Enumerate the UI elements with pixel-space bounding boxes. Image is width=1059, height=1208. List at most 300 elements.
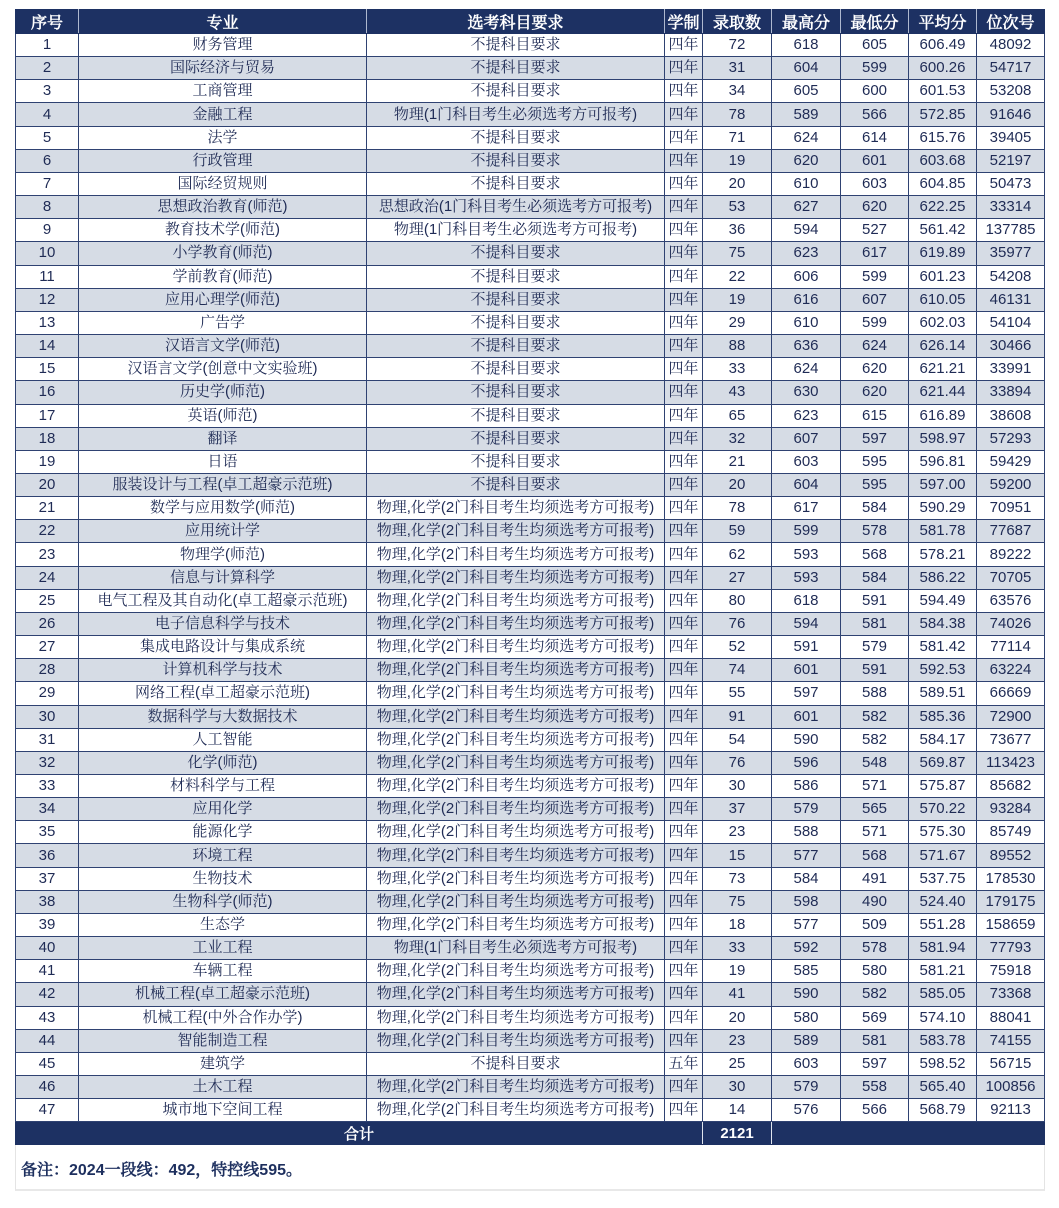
cell-seq: 31 xyxy=(16,728,79,751)
cell-seq: 27 xyxy=(16,636,79,659)
cell-avg-score: 583.78 xyxy=(909,1029,977,1052)
cell-duration: 四年 xyxy=(665,219,703,242)
cell-rank: 33894 xyxy=(977,381,1045,404)
cell-major: 国际经贸规则 xyxy=(79,172,367,195)
table-row xyxy=(16,612,1045,635)
cell-max-score: 584 xyxy=(772,867,841,890)
cell-max-score: 618 xyxy=(772,34,841,57)
table-row xyxy=(16,242,1045,265)
cell-avg-score: 565.40 xyxy=(909,1076,977,1099)
cell-rank: 88041 xyxy=(977,1006,1045,1029)
table-row xyxy=(16,983,1045,1006)
cell-min-score: 581 xyxy=(841,612,909,635)
cell-min-score: 603 xyxy=(841,172,909,195)
cell-max-score: 586 xyxy=(772,775,841,798)
cell-avg-score: 621.21 xyxy=(909,358,977,381)
cell-avg-score: 606.49 xyxy=(909,34,977,57)
cell-admitted: 15 xyxy=(703,844,772,867)
cell-rank: 38608 xyxy=(977,404,1045,427)
cell-avg-score: 592.53 xyxy=(909,659,977,682)
table-row xyxy=(16,103,1045,126)
header-duration: 学制 xyxy=(665,10,703,34)
cell-min-score: 597 xyxy=(841,1052,909,1075)
table-row xyxy=(16,404,1045,427)
cell-admitted: 71 xyxy=(703,126,772,149)
cell-min-score: 597 xyxy=(841,427,909,450)
table-row xyxy=(16,196,1045,219)
cell-seq: 30 xyxy=(16,705,79,728)
cell-duration: 四年 xyxy=(665,450,703,473)
cell-duration: 四年 xyxy=(665,34,703,57)
cell-admitted: 78 xyxy=(703,103,772,126)
cell-admitted: 88 xyxy=(703,335,772,358)
cell-duration: 四年 xyxy=(665,983,703,1006)
cell-major: 历史学(师范) xyxy=(79,381,367,404)
cell-duration: 四年 xyxy=(665,242,703,265)
cell-avg-score: 598.97 xyxy=(909,427,977,450)
cell-duration: 四年 xyxy=(665,126,703,149)
cell-major: 计算机科学与技术 xyxy=(79,659,367,682)
cell-seq: 17 xyxy=(16,404,79,427)
cell-duration: 四年 xyxy=(665,867,703,890)
cell-max-score: 627 xyxy=(772,196,841,219)
cell-subject-requirement: 不提科目要求 xyxy=(367,1052,665,1075)
cell-seq: 24 xyxy=(16,566,79,589)
table-row xyxy=(16,473,1045,496)
cell-subject-requirement: 物理,化学(2门科目考生均须选考方可报考) xyxy=(367,589,665,612)
cell-avg-score: 590.29 xyxy=(909,497,977,520)
cell-major: 汉语言文学(师范) xyxy=(79,335,367,358)
cell-rank: 73677 xyxy=(977,728,1045,751)
cell-duration: 四年 xyxy=(665,890,703,913)
cell-seq: 46 xyxy=(16,1076,79,1099)
cell-max-score: 585 xyxy=(772,960,841,983)
cell-major: 教育技术学(师范) xyxy=(79,219,367,242)
cell-duration: 四年 xyxy=(665,636,703,659)
cell-max-score: 601 xyxy=(772,705,841,728)
cell-avg-score: 601.23 xyxy=(909,265,977,288)
cell-min-score: 490 xyxy=(841,890,909,913)
cell-rank: 91646 xyxy=(977,103,1045,126)
cell-admitted: 31 xyxy=(703,57,772,80)
cell-rank: 46131 xyxy=(977,288,1045,311)
table-row xyxy=(16,543,1045,566)
cell-max-score: 577 xyxy=(772,844,841,867)
cell-duration: 四年 xyxy=(665,265,703,288)
cell-min-score: 566 xyxy=(841,103,909,126)
cell-min-score: 581 xyxy=(841,1029,909,1052)
cell-major: 日语 xyxy=(79,450,367,473)
cell-duration: 四年 xyxy=(665,589,703,612)
cell-avg-score: 569.87 xyxy=(909,751,977,774)
cell-rank: 74026 xyxy=(977,612,1045,635)
cell-duration: 四年 xyxy=(665,172,703,195)
cell-seq: 2 xyxy=(16,57,79,80)
cell-seq: 13 xyxy=(16,311,79,334)
table-row xyxy=(16,288,1045,311)
cell-max-score: 610 xyxy=(772,172,841,195)
table-row xyxy=(16,913,1045,936)
cell-max-score: 577 xyxy=(772,913,841,936)
cell-duration: 四年 xyxy=(665,682,703,705)
cell-major: 学前教育(师范) xyxy=(79,265,367,288)
cell-max-score: 623 xyxy=(772,404,841,427)
cell-avg-score: 586.22 xyxy=(909,566,977,589)
cell-major: 国际经济与贸易 xyxy=(79,57,367,80)
table-row xyxy=(16,450,1045,473)
cell-min-score: 558 xyxy=(841,1076,909,1099)
cell-max-score: 618 xyxy=(772,589,841,612)
cell-subject-requirement: 物理,化学(2门科目考生均须选考方可报考) xyxy=(367,520,665,543)
cell-admitted: 30 xyxy=(703,1076,772,1099)
cell-admitted: 80 xyxy=(703,589,772,612)
cell-seq: 9 xyxy=(16,219,79,242)
cell-duration: 四年 xyxy=(665,821,703,844)
table-row xyxy=(16,80,1045,103)
cell-duration: 四年 xyxy=(665,381,703,404)
cell-min-score: 591 xyxy=(841,589,909,612)
admission-table-container xyxy=(15,9,1044,1145)
table-row xyxy=(16,566,1045,589)
table-row xyxy=(16,1076,1045,1099)
cell-avg-score: 571.67 xyxy=(909,844,977,867)
cell-admitted: 32 xyxy=(703,427,772,450)
cell-min-score: 571 xyxy=(841,775,909,798)
cell-rank: 33314 xyxy=(977,196,1045,219)
cell-major: 电子信息科学与技术 xyxy=(79,612,367,635)
cell-subject-requirement: 物理(1门科目考生必须选考方可报考) xyxy=(367,219,665,242)
cell-min-score: 582 xyxy=(841,728,909,751)
cell-subject-requirement: 物理,化学(2门科目考生均须选考方可报考) xyxy=(367,543,665,566)
cell-min-score: 599 xyxy=(841,265,909,288)
cell-min-score: 615 xyxy=(841,404,909,427)
cell-major: 材料科学与工程 xyxy=(79,775,367,798)
cell-subject-requirement: 物理,化学(2门科目考生均须选考方可报考) xyxy=(367,1099,665,1122)
cell-min-score: 595 xyxy=(841,450,909,473)
cell-avg-score: 561.42 xyxy=(909,219,977,242)
cell-avg-score: 581.42 xyxy=(909,636,977,659)
cell-min-score: 527 xyxy=(841,219,909,242)
cell-major: 广告学 xyxy=(79,311,367,334)
cell-duration: 四年 xyxy=(665,473,703,496)
cell-subject-requirement: 不提科目要求 xyxy=(367,427,665,450)
cell-admitted: 33 xyxy=(703,358,772,381)
cell-max-score: 593 xyxy=(772,543,841,566)
cell-subject-requirement: 物理,化学(2门科目考生均须选考方可报考) xyxy=(367,1006,665,1029)
cell-duration: 四年 xyxy=(665,659,703,682)
cell-major: 智能制造工程 xyxy=(79,1029,367,1052)
cell-subject-requirement: 物理,化学(2门科目考生均须选考方可报考) xyxy=(367,682,665,705)
cell-admitted: 37 xyxy=(703,798,772,821)
cell-admitted: 59 xyxy=(703,520,772,543)
cell-rank: 59200 xyxy=(977,473,1045,496)
cell-rank: 73368 xyxy=(977,983,1045,1006)
cell-duration: 四年 xyxy=(665,497,703,520)
cell-duration: 四年 xyxy=(665,913,703,936)
cell-avg-score: 574.10 xyxy=(909,1006,977,1029)
cell-rank: 92113 xyxy=(977,1099,1045,1122)
cell-major: 电气工程及其自动化(卓工超豪示范班) xyxy=(79,589,367,612)
cell-subject-requirement: 物理,化学(2门科目考生均须选考方可报考) xyxy=(367,775,665,798)
cell-max-score: 599 xyxy=(772,520,841,543)
cell-subject-requirement: 思想政治(1门科目考生必须选考方可报考) xyxy=(367,196,665,219)
cell-admitted: 22 xyxy=(703,265,772,288)
cell-subject-requirement: 不提科目要求 xyxy=(367,335,665,358)
cell-rank: 66669 xyxy=(977,682,1045,705)
cell-avg-score: 610.05 xyxy=(909,288,977,311)
cell-admitted: 20 xyxy=(703,1006,772,1029)
cell-min-score: 566 xyxy=(841,1099,909,1122)
cell-seq: 19 xyxy=(16,450,79,473)
cell-rank: 35977 xyxy=(977,242,1045,265)
cell-subject-requirement: 物理,化学(2门科目考生均须选考方可报考) xyxy=(367,821,665,844)
cell-rank: 89552 xyxy=(977,844,1045,867)
cell-major: 数学与应用数学(师范) xyxy=(79,497,367,520)
cell-min-score: 591 xyxy=(841,659,909,682)
cell-avg-score: 568.79 xyxy=(909,1099,977,1122)
cell-max-score: 610 xyxy=(772,311,841,334)
cell-min-score: 580 xyxy=(841,960,909,983)
cell-avg-score: 584.17 xyxy=(909,728,977,751)
cell-duration: 四年 xyxy=(665,404,703,427)
cell-avg-score: 575.87 xyxy=(909,775,977,798)
cell-min-score: 565 xyxy=(841,798,909,821)
cell-max-score: 597 xyxy=(772,682,841,705)
cell-avg-score: 572.85 xyxy=(909,103,977,126)
admission-table xyxy=(15,9,1045,1145)
cell-major: 信息与计算科学 xyxy=(79,566,367,589)
cell-rank: 30466 xyxy=(977,335,1045,358)
header-min-score: 最低分 xyxy=(841,10,909,34)
cell-max-score: 605 xyxy=(772,80,841,103)
cell-avg-score: 626.14 xyxy=(909,335,977,358)
cell-min-score: 491 xyxy=(841,867,909,890)
cell-min-score: 620 xyxy=(841,381,909,404)
cell-duration: 四年 xyxy=(665,937,703,960)
cell-major: 人工智能 xyxy=(79,728,367,751)
table-row xyxy=(16,775,1045,798)
cell-seq: 22 xyxy=(16,520,79,543)
cell-admitted: 25 xyxy=(703,1052,772,1075)
cell-max-score: 604 xyxy=(772,473,841,496)
table-body xyxy=(16,34,1045,1122)
cell-rank: 56715 xyxy=(977,1052,1045,1075)
cell-major: 物理学(师范) xyxy=(79,543,367,566)
table-row xyxy=(16,960,1045,983)
cell-subject-requirement: 不提科目要求 xyxy=(367,80,665,103)
cell-admitted: 36 xyxy=(703,219,772,242)
cell-min-score: 599 xyxy=(841,311,909,334)
cell-min-score: 607 xyxy=(841,288,909,311)
table-row xyxy=(16,798,1045,821)
cell-seq: 8 xyxy=(16,196,79,219)
cell-max-score: 603 xyxy=(772,450,841,473)
cell-max-score: 636 xyxy=(772,335,841,358)
cell-max-score: 630 xyxy=(772,381,841,404)
cell-seq: 4 xyxy=(16,103,79,126)
cell-duration: 四年 xyxy=(665,1006,703,1029)
cell-avg-score: 621.44 xyxy=(909,381,977,404)
cell-seq: 36 xyxy=(16,844,79,867)
table-row xyxy=(16,1006,1045,1029)
cell-min-score: 601 xyxy=(841,149,909,172)
cell-major: 生物科学(师范) xyxy=(79,890,367,913)
cell-subject-requirement: 物理,化学(2门科目考生均须选考方可报考) xyxy=(367,705,665,728)
cell-admitted: 30 xyxy=(703,775,772,798)
cell-min-score: 584 xyxy=(841,566,909,589)
cell-min-score: 600 xyxy=(841,80,909,103)
cell-major: 小学教育(师范) xyxy=(79,242,367,265)
cell-admitted: 19 xyxy=(703,149,772,172)
cell-seq: 26 xyxy=(16,612,79,635)
header-seq: 序号 xyxy=(16,10,79,34)
cell-avg-score: 585.05 xyxy=(909,983,977,1006)
table-row xyxy=(16,497,1045,520)
cell-major: 财务管理 xyxy=(79,34,367,57)
cell-min-score: 614 xyxy=(841,126,909,149)
cell-subject-requirement: 不提科目要求 xyxy=(367,288,665,311)
cell-subject-requirement: 物理,化学(2门科目考生均须选考方可报考) xyxy=(367,566,665,589)
total-label: 合计 xyxy=(16,1122,703,1145)
cell-duration: 四年 xyxy=(665,705,703,728)
cell-seq: 44 xyxy=(16,1029,79,1052)
cell-seq: 16 xyxy=(16,381,79,404)
cell-major: 数据科学与大数据技术 xyxy=(79,705,367,728)
cell-subject-requirement: 物理,化学(2门科目考生均须选考方可报考) xyxy=(367,1076,665,1099)
cell-admitted: 52 xyxy=(703,636,772,659)
cell-rank: 63576 xyxy=(977,589,1045,612)
table-row xyxy=(16,219,1045,242)
cell-avg-score: 581.94 xyxy=(909,937,977,960)
table-row xyxy=(16,34,1045,57)
cell-duration: 四年 xyxy=(665,775,703,798)
cell-max-score: 589 xyxy=(772,1029,841,1052)
cell-avg-score: 524.40 xyxy=(909,890,977,913)
cell-max-score: 588 xyxy=(772,821,841,844)
cell-seq: 21 xyxy=(16,497,79,520)
cell-major: 工业工程 xyxy=(79,937,367,960)
cell-admitted: 23 xyxy=(703,1029,772,1052)
cell-seq: 1 xyxy=(16,34,79,57)
total-row xyxy=(16,1122,1045,1145)
cell-min-score: 578 xyxy=(841,520,909,543)
cell-major: 能源化学 xyxy=(79,821,367,844)
cell-subject-requirement: 不提科目要求 xyxy=(367,450,665,473)
cell-major: 建筑学 xyxy=(79,1052,367,1075)
cell-avg-score: 597.00 xyxy=(909,473,977,496)
cell-seq: 25 xyxy=(16,589,79,612)
cell-max-score: 617 xyxy=(772,497,841,520)
table-row xyxy=(16,126,1045,149)
cell-subject-requirement: 不提科目要求 xyxy=(367,473,665,496)
cell-subject-requirement: 不提科目要求 xyxy=(367,57,665,80)
cell-min-score: 595 xyxy=(841,473,909,496)
cell-admitted: 34 xyxy=(703,80,772,103)
cell-duration: 四年 xyxy=(665,149,703,172)
cell-avg-score: 598.52 xyxy=(909,1052,977,1075)
cell-seq: 42 xyxy=(16,983,79,1006)
cell-major: 车辆工程 xyxy=(79,960,367,983)
total-admitted: 2121 xyxy=(703,1122,772,1145)
cell-rank: 77687 xyxy=(977,520,1045,543)
cell-subject-requirement: 物理,化学(2门科目考生均须选考方可报考) xyxy=(367,497,665,520)
cell-admitted: 75 xyxy=(703,890,772,913)
cell-avg-score: 602.03 xyxy=(909,311,977,334)
cell-rank: 39405 xyxy=(977,126,1045,149)
cell-max-score: 591 xyxy=(772,636,841,659)
note-box xyxy=(15,1145,1045,1191)
cell-subject-requirement: 物理(1门科目考生必须选考方可报考) xyxy=(367,937,665,960)
table-row xyxy=(16,1029,1045,1052)
cell-subject-requirement: 物理(1门科目考生必须选考方可报考) xyxy=(367,103,665,126)
table-row xyxy=(16,821,1045,844)
table-row xyxy=(16,751,1045,774)
cell-max-score: 589 xyxy=(772,103,841,126)
cell-duration: 四年 xyxy=(665,335,703,358)
cell-avg-score: 581.78 xyxy=(909,520,977,543)
cell-min-score: 582 xyxy=(841,983,909,1006)
cell-subject-requirement: 不提科目要求 xyxy=(367,404,665,427)
cell-subject-requirement: 物理,化学(2门科目考生均须选考方可报考) xyxy=(367,867,665,890)
cell-max-score: 606 xyxy=(772,265,841,288)
cell-max-score: 616 xyxy=(772,288,841,311)
cell-avg-score: 600.26 xyxy=(909,57,977,80)
cell-admitted: 73 xyxy=(703,867,772,890)
cell-major: 行政管理 xyxy=(79,149,367,172)
cell-major: 机械工程(卓工超豪示范班) xyxy=(79,983,367,1006)
cell-admitted: 53 xyxy=(703,196,772,219)
cell-subject-requirement: 不提科目要求 xyxy=(367,311,665,334)
cell-max-score: 603 xyxy=(772,1052,841,1075)
cell-rank: 85682 xyxy=(977,775,1045,798)
cell-major: 工商管理 xyxy=(79,80,367,103)
cell-duration: 四年 xyxy=(665,196,703,219)
cell-max-score: 590 xyxy=(772,728,841,751)
cell-duration: 四年 xyxy=(665,103,703,126)
cell-major: 集成电路设计与集成系统 xyxy=(79,636,367,659)
table-header xyxy=(16,10,1045,34)
table-row xyxy=(16,636,1045,659)
table-row xyxy=(16,867,1045,890)
cell-max-score: 624 xyxy=(772,126,841,149)
cell-min-score: 584 xyxy=(841,497,909,520)
cell-min-score: 578 xyxy=(841,937,909,960)
cell-avg-score: 615.76 xyxy=(909,126,977,149)
cell-seq: 37 xyxy=(16,867,79,890)
cell-max-score: 579 xyxy=(772,798,841,821)
cell-rank: 179175 xyxy=(977,890,1045,913)
cell-seq: 33 xyxy=(16,775,79,798)
cell-admitted: 55 xyxy=(703,682,772,705)
cell-rank: 93284 xyxy=(977,798,1045,821)
cell-rank: 158659 xyxy=(977,913,1045,936)
cell-rank: 59429 xyxy=(977,450,1045,473)
cell-major: 金融工程 xyxy=(79,103,367,126)
cell-avg-score: 578.21 xyxy=(909,543,977,566)
table-footer xyxy=(16,1122,1045,1145)
cell-admitted: 54 xyxy=(703,728,772,751)
cell-subject-requirement: 物理,化学(2门科目考生均须选考方可报考) xyxy=(367,636,665,659)
cell-major: 应用心理学(师范) xyxy=(79,288,367,311)
cell-major: 英语(师范) xyxy=(79,404,367,427)
cell-major: 翻译 xyxy=(79,427,367,450)
cell-max-score: 623 xyxy=(772,242,841,265)
cell-max-score: 594 xyxy=(772,219,841,242)
cell-admitted: 14 xyxy=(703,1099,772,1122)
cell-admitted: 33 xyxy=(703,937,772,960)
cell-rank: 77793 xyxy=(977,937,1045,960)
cell-min-score: 568 xyxy=(841,543,909,566)
